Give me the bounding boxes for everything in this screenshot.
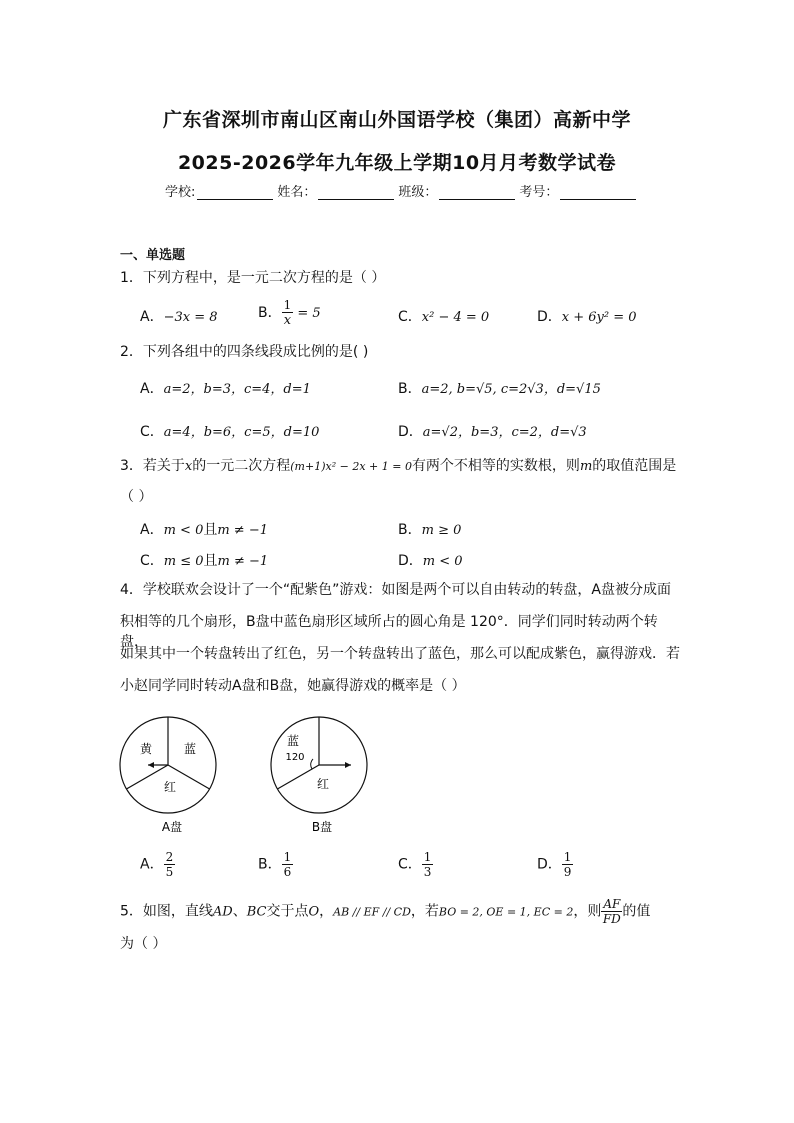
q2-option-b-expr: a=2, b=√5, c=2√3，d=√15	[421, 382, 601, 397]
q3-stem-c: 有两个不相等的实数根，则	[411, 458, 580, 474]
spinner-b-arrow-icon	[345, 762, 351, 768]
name-blank[interactable]	[318, 185, 394, 200]
spinner-a-divider-left	[126, 765, 168, 789]
q2-option-a	[140, 378, 311, 398]
q1-option-d-label: D．	[537, 309, 562, 325]
q4-line3: 如果其中一个转盘转出了红色，另一个转盘转出了蓝色，那么可以配成紫色，赢得游戏．若	[120, 646, 680, 662]
q5-stem-e: 的值	[622, 903, 651, 920]
q4-option-a-fraction	[164, 851, 176, 878]
q3-stem-d: 的取值范围是	[592, 458, 677, 474]
q3-option-b	[398, 519, 461, 539]
spinner-b-angle-arc-icon	[311, 759, 313, 769]
q4-option-d-label: D．	[537, 856, 562, 873]
q3-stem-b: 的一元二次方程	[192, 458, 291, 474]
q4-line2: 积相等的几个扇形，B盘中蓝色扇形区域所占的圆心角是 120°．同学们同时转动两个转盘，	[120, 614, 658, 650]
spinner-b-caption: B盘	[311, 820, 333, 834]
q3-option-d	[398, 550, 463, 570]
q2-option-a-expr: a=2，b=3，c=4，d=1	[163, 382, 311, 397]
q5-stem-a: 5．如图，直线	[120, 903, 213, 920]
question-5-stem	[120, 898, 710, 925]
q5-fraction	[601, 898, 622, 925]
school-label: 学校:	[165, 185, 196, 200]
q5-stem-b: 交于点	[266, 903, 309, 920]
school-blank[interactable]	[197, 185, 273, 200]
q2-option-b-label: B．	[398, 381, 422, 397]
q2-option-d-label: D．	[398, 424, 423, 440]
q3-stem-paren: （ ）	[120, 489, 153, 505]
q1-option-b-numerator: 1	[283, 298, 292, 312]
q4-option-a	[140, 851, 175, 878]
q3-option-a-label: A．	[140, 522, 164, 538]
spinner-a-red: 红	[163, 780, 177, 794]
q5-line-bc: BC	[246, 904, 267, 920]
section-title: 一、单选题	[120, 248, 186, 263]
exam-number-field	[519, 181, 636, 200]
q3-option-a-mid: 且	[203, 522, 218, 538]
q5-stem-c: ，若	[410, 903, 439, 920]
class-blank[interactable]	[439, 185, 515, 200]
spinner-a-diagram	[115, 706, 225, 838]
q5-fraction-numerator: AF	[603, 897, 621, 911]
exam-title-line1: 广东省深圳市南山区南山外国语学校（集团）高新中学	[162, 109, 631, 131]
q4-option-a-denominator: 5	[165, 865, 174, 879]
q3-option-b-label: B．	[398, 522, 422, 538]
student-info-row	[165, 181, 640, 200]
q3-option-d-label: D．	[398, 553, 423, 569]
q2-option-a-label: A．	[140, 381, 164, 397]
exam-title-line2: 2025-2026学年九年级上学期10月月考数学试卷	[177, 152, 617, 174]
q1-option-b-fraction	[282, 299, 294, 327]
q3-option-a-tail: m ≠ −1	[217, 523, 268, 538]
q1-option-b-denominator: x	[283, 313, 292, 328]
class-label: 班级：	[398, 185, 438, 200]
q5-given: BO = 2, OE = 1, EC = 2	[438, 905, 574, 919]
q5-sep2: ，	[319, 903, 334, 920]
q4-option-d-numerator: 1	[563, 850, 572, 864]
q2-option-d	[398, 421, 587, 441]
q4-option-b-fraction	[282, 851, 294, 878]
q2-option-c	[140, 421, 319, 441]
school-field	[165, 181, 273, 200]
spinner-b-red: 红	[316, 777, 330, 791]
spinner-b-angle: 120	[285, 752, 305, 763]
q4-option-c-numerator: 1	[423, 850, 432, 864]
q5-parallel: AB // EF // CD	[333, 905, 411, 919]
name-field	[277, 181, 394, 200]
q1-option-a-label: A．	[140, 309, 164, 325]
spinner-a-arrow-icon	[148, 762, 154, 768]
spinner-b-blue: 蓝	[286, 734, 300, 748]
q1-option-b	[258, 299, 321, 327]
q2-option-b	[398, 378, 601, 398]
q3-option-a-expr: m < 0	[163, 523, 204, 538]
q5-fraction-denominator: FD	[602, 912, 621, 926]
q1-option-d-expr: x + 6y² = 0	[561, 310, 637, 325]
q1-option-c	[398, 306, 489, 326]
q5-point-o: O	[308, 904, 320, 920]
question-3-stem	[120, 456, 680, 477]
q2-option-d-expr: a=√2，b=3，c=2，d=√3	[422, 425, 587, 440]
spinner-a-blue: 蓝	[183, 742, 197, 756]
q3-option-c-label: C．	[140, 553, 164, 569]
spinner-a-caption: A盘	[161, 820, 183, 834]
spinner-b-divider-left	[277, 765, 319, 789]
q3-var-m: m	[579, 459, 593, 474]
q3-option-c-expr: m ≤ 0	[163, 554, 204, 569]
q1-option-d	[537, 306, 637, 326]
question-2-stem: 2．下列各组中的四条线段成比例的是( )	[120, 344, 369, 360]
q4-line1: 4．学校联欢会设计了一个“配紫色”游戏：如图是两个可以自由转动的转盘，A盘被分成面	[120, 582, 671, 598]
exam-number-label: 考号：	[519, 185, 559, 200]
q5-line-ad: AD	[212, 904, 233, 920]
q5-stem-d: ，则	[573, 903, 602, 920]
q4-option-d-denominator: 9	[563, 865, 572, 879]
name-label: 姓名：	[277, 185, 317, 200]
q4-option-a-label: A．	[140, 856, 164, 873]
q2-option-c-expr: a=4，b=6，c=5，d=10	[163, 425, 320, 440]
q3-stem-a: 3．若关于	[120, 458, 185, 474]
q4-option-c-fraction	[422, 851, 434, 878]
q3-option-d-expr: m < 0	[422, 554, 463, 569]
q1-option-b-tail: = 5	[293, 306, 321, 321]
q3-equation: (m+1)x² − 2x + 1 = 0	[290, 460, 412, 473]
q3-option-a	[140, 519, 268, 539]
spinner-b-diagram	[266, 706, 376, 838]
q1-option-c-label: C．	[398, 309, 422, 325]
q4-line4: 小赵同学同时转动A盘和B盘，她赢得游戏的概率是（ ）	[120, 678, 466, 694]
q4-option-b-numerator: 1	[283, 850, 292, 864]
q4-option-b-denominator: 6	[283, 865, 292, 879]
q2-option-c-label: C．	[140, 424, 164, 440]
q4-option-d	[537, 851, 573, 878]
q3-option-c-tail: m ≠ −1	[217, 554, 269, 569]
q1-option-a-expr: −3x = 8	[163, 310, 218, 325]
class-field	[398, 181, 515, 200]
q4-option-c-denominator: 3	[423, 865, 432, 879]
q4-option-c	[398, 851, 433, 878]
q4-option-d-fraction	[562, 851, 574, 878]
q4-option-b-label: B．	[258, 856, 282, 873]
q3-var-x: x	[184, 459, 193, 474]
exam-number-blank[interactable]	[560, 185, 636, 200]
q1-option-c-expr: x² − 4 = 0	[421, 310, 490, 325]
q3-option-c-mid: 且	[203, 553, 218, 569]
q3-option-c	[140, 550, 268, 570]
q3-option-b-expr: m ≥ 0	[421, 523, 462, 538]
spinner-a-yellow: 黄	[139, 742, 153, 756]
q5-line2: 为（ ）	[120, 936, 167, 952]
q4-option-b	[258, 851, 293, 878]
q4-option-a-numerator: 2	[165, 850, 174, 864]
question-1-stem: 1．下列方程中，是一元二次方程的是（ ）	[120, 270, 386, 286]
q1-option-a	[140, 306, 218, 326]
q5-sep: 、	[232, 903, 247, 920]
q4-option-c-label: C．	[398, 856, 422, 873]
q1-option-b-label: B．	[258, 305, 282, 321]
